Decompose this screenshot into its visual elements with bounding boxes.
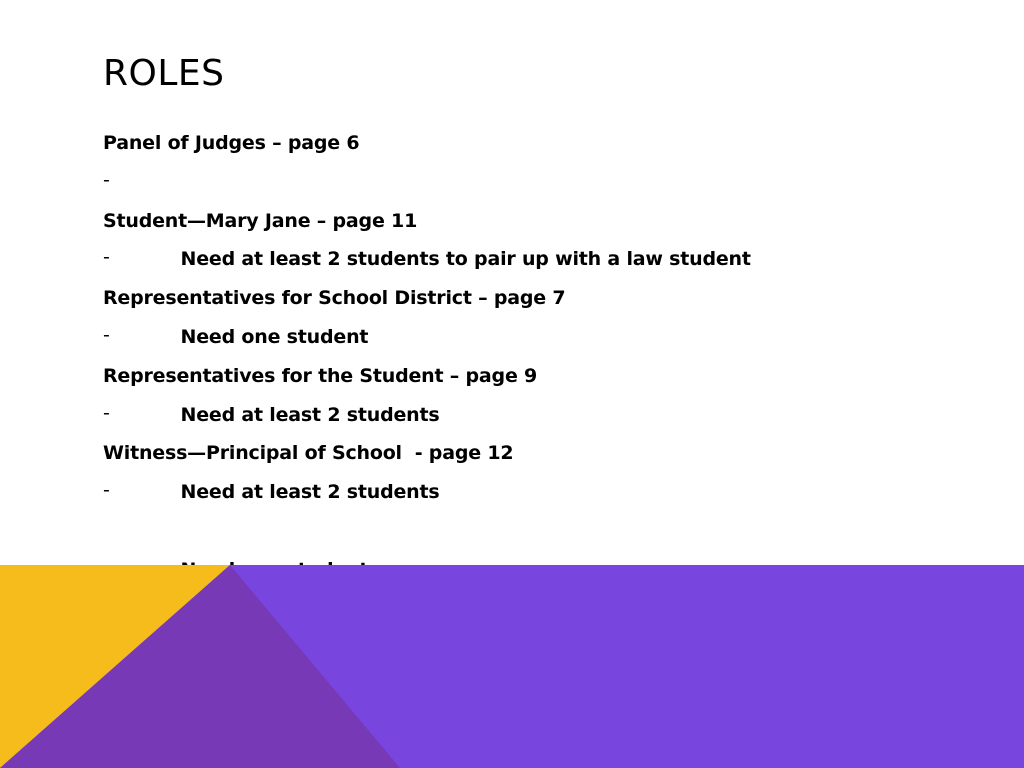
role-bullet-text: Need at least 2 students [180,481,440,504]
role-heading-panel-of-judges: Panel of Judges – page 6 [103,132,360,154]
slide-title: ROLES [103,53,225,94]
dash-bullet-marker: - [103,479,110,502]
dash-bullet-marker: - [103,168,110,191]
role-bullet-text: Need one student [180,325,369,348]
dash-bullet-marker: - [103,401,110,424]
role-heading-witness: Witness—Principal of School - page 12 [103,442,514,465]
role-bullet-text: Need at least 2 students [180,403,440,426]
role-heading-student-reps: Representatives for the Student – page 9 [103,364,538,387]
slide-body [103,124,963,512]
role-heading-school-district-reps: Representatives for School District – page 7 [103,287,566,310]
decorative-footer-band [0,565,1024,768]
dash-bullet-marker: - [103,323,110,346]
role-bullet-witness [103,473,963,512]
dash-bullet-marker: - [103,246,110,269]
role-heading-student: Student—Mary Jane – page 11 [103,209,418,232]
role-bullet-text: Need at least 2 students to pair up with a law student [180,248,751,271]
